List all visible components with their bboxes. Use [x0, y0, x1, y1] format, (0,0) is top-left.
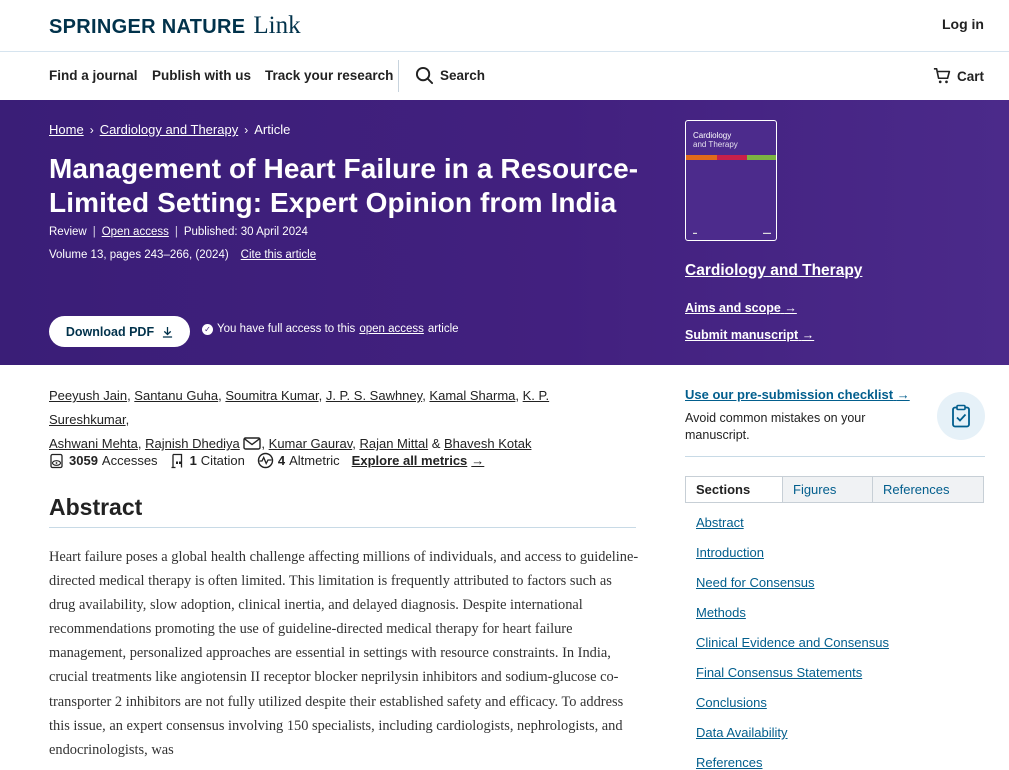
chevron-right-icon: › — [244, 122, 249, 137]
citation-icon — [170, 453, 186, 469]
journal-name-link[interactable]: Cardiology and Therapy — [685, 262, 863, 279]
abstract-divider — [49, 527, 636, 528]
presubmission-checklist-link[interactable] — [685, 387, 910, 402]
author-link[interactable]: K. P. Sureshkumar — [49, 388, 550, 427]
accesses-label: Accesses — [101, 453, 158, 468]
submit-manuscript-label: Submit manuscript — [685, 328, 799, 342]
tab-references[interactable]: References — [883, 482, 950, 497]
section-link-clinical-evidence[interactable]: Clinical Evidence and Consensus — [696, 635, 889, 650]
access-note-suffix: article — [427, 323, 459, 335]
cover-title — [693, 131, 738, 149]
author-link[interactable]: Rajnish Dhediya — [145, 436, 240, 451]
download-pdf-button[interactable] — [49, 316, 190, 347]
explore-metrics-link[interactable] — [352, 453, 485, 468]
altmetric-icon — [257, 452, 274, 469]
section-link-need-for-consensus[interactable]: Need for Consensus — [696, 575, 815, 590]
abstract-heading: Abstract — [49, 494, 143, 520]
article-metrics — [49, 452, 484, 469]
cart-button[interactable] — [933, 67, 984, 85]
logo-brand-text: SPRINGER NATURE — [49, 16, 246, 38]
checklist-link-label: Use our pre-submission checklist — [685, 387, 894, 402]
author-link[interactable]: Bhavesh Kotak — [444, 436, 532, 451]
citations-value: 1 — [189, 453, 197, 468]
nav-find-journal[interactable]: Find a journal — [49, 68, 138, 83]
search-icon — [415, 66, 434, 85]
mail-icon[interactable] — [243, 437, 261, 450]
arrow-right-icon: → — [784, 301, 797, 315]
main-nav — [0, 52, 1009, 100]
article-meta — [49, 226, 308, 238]
clipboard-check-icon — [937, 392, 985, 440]
author-list: Peeyush Jain, Santanu Guha, Soumitra Kumar, J. P. S. Sawhney, Kamal Sharma, K. P. Sureshkumar, Ashwani Mehta, Rajnish Dhediya , Kumar Gaurav, Rajan Mittal & Bhavesh Kotak — [49, 388, 550, 451]
altmetric-value: 4 — [277, 453, 286, 468]
login-link[interactable]: Log in — [942, 16, 984, 32]
sections-list — [696, 513, 889, 770]
author-link[interactable]: Rajan Mittal — [359, 436, 429, 451]
meta-separator: | — [92, 226, 96, 238]
article-volume-row — [49, 249, 316, 261]
sidebar-divider — [685, 456, 985, 457]
tab-sections[interactable]: Sections — [686, 477, 783, 502]
published-date: Published: 30 April 2024 — [183, 226, 308, 238]
cite-article-link[interactable]: Cite this article — [240, 249, 317, 261]
abstract-text: Heart failure poses a global health challenge affecting millions of individuals, and access to guideline-directed medical therapy is often limited. This limitation is frequently attributed to factors such as drug availability, slow adoption, clinical inertia, and delayed diagnosis. Despite international recommendations promoting the use of guideline-directed medical therapy for heart failure management, personalized approaches are essential in settings with resource constraints. In India, crucial treatments like angiotensin II receptor blocker neprilysin inhibitors and sodium-glucose co-transporter 2 inhibitors are not fully utilized despite their established safety and efficacy. To address this issue, an expert consensus involving 150 specialists, including cardiologists, nephrologists, and endocrinologists, was — [49, 549, 639, 758]
meta-separator: | — [174, 226, 178, 238]
nav-divider — [398, 60, 399, 92]
accesses-metric — [49, 453, 158, 469]
article-title: Management of Heart Failure in a Resource-Limited Setting: Expert Opinion from India — [49, 153, 639, 218]
accesses-value: 3059 — [69, 453, 98, 468]
submit-manuscript-link[interactable] — [685, 328, 814, 342]
cover-title-line2: and Therapy — [693, 140, 738, 149]
chevron-right-icon: › — [89, 122, 94, 137]
article-type: Review — [49, 226, 87, 238]
explore-metrics-label: Explore all metrics — [351, 453, 468, 468]
sidebar-tabs — [685, 476, 984, 503]
search-button[interactable] — [415, 66, 485, 85]
springer-nature-link-logo[interactable] — [49, 12, 301, 40]
access-note-link[interactable]: open access — [359, 323, 424, 335]
aims-scope-label: Aims and scope — [685, 301, 781, 315]
section-link-conclusions[interactable]: Conclusions — [696, 695, 767, 710]
nav-track-research[interactable]: Track your research — [265, 68, 394, 83]
altmetric-metric — [257, 452, 340, 469]
breadcrumb-current: Article — [254, 122, 291, 137]
altmetric-label: Altmetric — [289, 453, 340, 468]
section-link-final-consensus[interactable]: Final Consensus Statements — [696, 665, 863, 680]
volume-info: Volume 13, pages 243–266, (2024) — [49, 249, 229, 261]
section-link-data-availability[interactable]: Data Availability — [696, 725, 788, 740]
access-note — [202, 323, 459, 335]
article-hero — [0, 100, 1009, 365]
search-label: Search — [440, 68, 486, 83]
access-note-prefix: You have full access to this — [217, 323, 356, 335]
arrow-right-icon: → — [801, 328, 815, 342]
arrow-right-icon: → — [896, 387, 910, 402]
section-link-methods[interactable]: Methods — [696, 605, 746, 620]
nav-publish-with-us[interactable]: Publish with us — [152, 68, 252, 83]
cover-footer: ▬ ▬▬ — [693, 230, 771, 235]
section-link-references[interactable]: References — [696, 755, 763, 770]
aims-scope-link[interactable] — [685, 301, 797, 315]
cart-icon — [933, 67, 951, 85]
checklist-description: Avoid common mistakes on your manuscript. — [685, 411, 866, 442]
author-link[interactable]: J. P. S. Sawhney — [325, 388, 423, 403]
cover-color-band — [686, 155, 777, 160]
logo-link-text: Link — [253, 12, 301, 39]
arrow-right-icon: → — [471, 453, 485, 468]
breadcrumb — [49, 122, 290, 137]
check-circle-icon: ✓ — [202, 324, 213, 335]
author-link[interactable]: Santanu Guha — [134, 388, 219, 403]
section-link-introduction[interactable]: Introduction — [696, 545, 764, 560]
author-link[interactable]: Kumar Gaurav — [268, 436, 353, 451]
section-link-abstract[interactable]: Abstract — [696, 515, 744, 530]
top-header — [0, 0, 1009, 52]
open-access-link[interactable]: Open access — [101, 226, 169, 238]
download-pdf-label: Download PDF — [65, 324, 155, 339]
citations-label: Citation — [200, 453, 245, 468]
download-icon — [162, 326, 173, 338]
author-link[interactable]: Ashwani Mehta — [49, 436, 138, 451]
journal-cover-image[interactable] — [685, 120, 777, 241]
accesses-icon — [49, 453, 65, 469]
breadcrumb-journal[interactable]: Cardiology and Therapy — [99, 122, 239, 137]
author-link[interactable]: Soumitra Kumar — [225, 388, 319, 403]
author-link[interactable]: Kamal Sharma — [429, 388, 516, 403]
citations-metric — [170, 453, 245, 469]
cover-title-line1: Cardiology — [693, 131, 732, 140]
tab-figures[interactable]: Figures — [783, 477, 873, 502]
cart-label: Cart — [956, 68, 984, 84]
breadcrumb-home[interactable]: Home — [49, 122, 84, 137]
author-link[interactable]: Peeyush Jain — [49, 388, 128, 403]
